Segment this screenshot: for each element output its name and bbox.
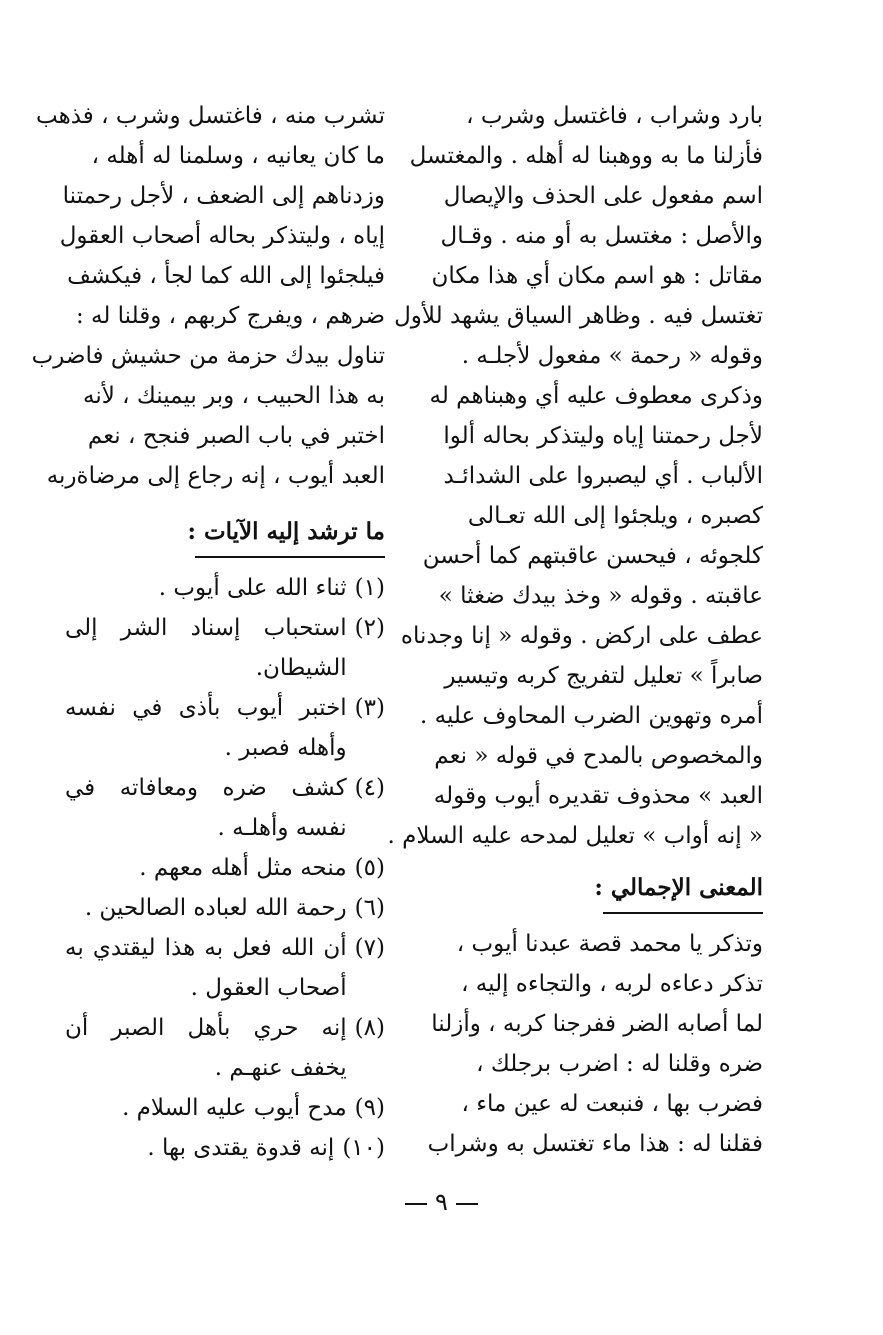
- section-heading-lessons: [65, 510, 385, 554]
- text-line: مقاتل : هو اسم مكان أي هذا مكان: [431, 263, 763, 289]
- list-item-number: (٩): [354, 1095, 385, 1121]
- page-number-dash-left: [456, 1203, 478, 1205]
- list-item-number: (٦): [354, 895, 385, 921]
- lessons-list: [65, 568, 385, 1168]
- text-line: ما كان يعانيه ، وسلمنا له أهله ،: [91, 143, 385, 169]
- list-item-number: (١): [354, 575, 385, 601]
- text-line: وقوله « رحمة » مفعول لأجلـه .: [461, 343, 763, 369]
- text-line: وذكرى معطوف عليه أي وهبناهم له: [429, 383, 763, 409]
- list-item: [65, 848, 385, 888]
- list-item: [65, 1088, 385, 1128]
- list-item-number: (٧): [354, 935, 385, 961]
- text-line: عطف على اركض . وقوله « إنا وجدناه: [400, 623, 763, 649]
- list-item-number: (٨): [354, 1015, 385, 1041]
- text-line: تشرب منه ، فاغتسل وشرب ، فذهب: [36, 103, 385, 129]
- text-line: عاقبته . وقوله « وخذ بيدك ضغثا »: [438, 583, 763, 609]
- list-item-text: اختبر أيوب بأذى في نفسه وأهله فصبر .: [65, 695, 347, 761]
- text-line: تناول بيدك حزمة من حشيش فاضرب: [31, 343, 385, 369]
- right-paragraph-top: [387, 96, 763, 856]
- text-line: فيلجئوا إلى الله كما لجأ ، فيكشف: [67, 263, 385, 289]
- text-line: فأزلنا ما به ووهبنا له أهله . والمغتسل: [409, 143, 763, 169]
- left-column: [31, 96, 385, 1168]
- text-line: والأصل : مغتسل به أو منه . وقـال: [440, 223, 763, 249]
- list-item-number: (٣): [354, 695, 385, 721]
- text-line: تغتسل فيه . وظاهر السياق يشهد للأول: [394, 303, 763, 329]
- section-heading-text: المعنى الإجمالي :: [594, 874, 763, 901]
- list-item: [65, 888, 385, 928]
- right-column: [387, 96, 763, 1164]
- text-line: « إنه أواب » تعليل لمدحه عليه السلام .: [387, 823, 763, 849]
- list-item-number: (١٠): [342, 1135, 385, 1161]
- list-item: [65, 568, 385, 608]
- text-line: كصبره ، ويلجئوا إلى الله تعـالى: [467, 503, 763, 529]
- section-heading-general-meaning: [441, 866, 763, 910]
- section-heading-text: ما ترشد إليه الآيات :: [187, 518, 385, 545]
- text-line: صابراً » تعليل لتفريج كربه وتيسير: [444, 663, 763, 689]
- text-line: العبد » محذوف تقديره أيوب وقوله: [433, 783, 763, 809]
- list-item-text: منحه مثل أهله معهم .: [139, 855, 347, 881]
- text-line: أمره وتهوين الضرب المحاوف عليه .: [419, 703, 763, 729]
- list-item-text: إنه حري بأهل الصبر أن يخفف عنهـم .: [65, 1015, 347, 1081]
- page-number-value: ٩: [435, 1188, 448, 1216]
- list-item: [65, 1128, 385, 1168]
- list-item-number: (٥): [354, 855, 385, 881]
- text-line: كلجوئه ، فيحسن عاقبتهم كما أحسن: [422, 543, 763, 569]
- text-line: بارد وشراب ، فاغتسل وشرب ،: [466, 103, 763, 129]
- list-item-number: (٤): [354, 775, 385, 801]
- list-item: [65, 1008, 385, 1088]
- page-number-dash-right: [405, 1203, 427, 1205]
- left-paragraph-top: [31, 96, 385, 496]
- text-line: اختبر في باب الصبر فنجح ، نعم: [87, 423, 385, 449]
- list-item-text: ثناء الله على أيوب .: [158, 575, 347, 601]
- list-item: [65, 768, 385, 848]
- list-item: [65, 688, 385, 768]
- list-item-text: استحباب إسناد الشر إلى الشيطان.: [65, 615, 347, 681]
- text-line: فقلنا له : هذا ماء تغتسل به وشراب: [427, 1131, 763, 1157]
- text-line: وزدناهم إلى الضعف ، لأجل رحمتنا: [62, 183, 385, 209]
- list-item: [65, 928, 385, 1008]
- text-line: اسم مفعول على الحذف والإيصال: [443, 183, 763, 209]
- text-line: فضرب بها ، فنبعت له عين ماء ،: [461, 1091, 763, 1117]
- list-item-text: أن الله فعل به هذا ليقتدي به أصحاب العقول .: [65, 935, 347, 1001]
- page-number: [0, 1188, 883, 1216]
- text-line: إياه ، وليتذكر بحاله أصحاب العقول: [59, 223, 385, 249]
- right-paragraph-bottom: [427, 924, 763, 1164]
- list-item: [65, 608, 385, 688]
- text-line: والمخصوص بالمدح في قوله « نعم: [434, 743, 763, 769]
- heading-underline: [195, 556, 385, 558]
- text-line: ضرهم ، ويفرج كربهم ، وقلنا له :: [75, 303, 385, 329]
- heading-underline: [603, 912, 763, 914]
- text-line: ضره وقلنا له : اضرب برجلك ،: [476, 1051, 763, 1077]
- list-item-number: (٢): [354, 615, 385, 641]
- text-line: الألباب . أي ليصبروا على الشدائـد: [443, 463, 763, 489]
- list-item-text: إنه قدوة يقتدى بها .: [147, 1135, 335, 1161]
- text-line: لما أصابه الضر ففرجنا كربه ، وأزلنا: [431, 1011, 763, 1037]
- text-line: وتذكر يا محمد قصة عبدنا أيوب ،: [456, 931, 763, 957]
- text-line: به هذا الحبيب ، وبر بيمينك ، لأنه: [82, 383, 385, 409]
- list-item-text: مدح أيوب عليه السلام .: [122, 1095, 347, 1121]
- text-line: العبد أيوب ، إنه رجاع إلى مرضاةربه: [46, 463, 385, 489]
- text-line: لأجل رحمتنا إياه وليتذكر بحاله ألوا: [443, 423, 763, 449]
- text-line: تذكر دعاءه لربه ، والتجاءه إليه ،: [461, 971, 763, 997]
- list-item-text: كشف ضره ومعافاته في نفسه وأهلـه .: [65, 775, 347, 841]
- list-item-text: رحمة الله لعباده الصالحين .: [84, 895, 347, 921]
